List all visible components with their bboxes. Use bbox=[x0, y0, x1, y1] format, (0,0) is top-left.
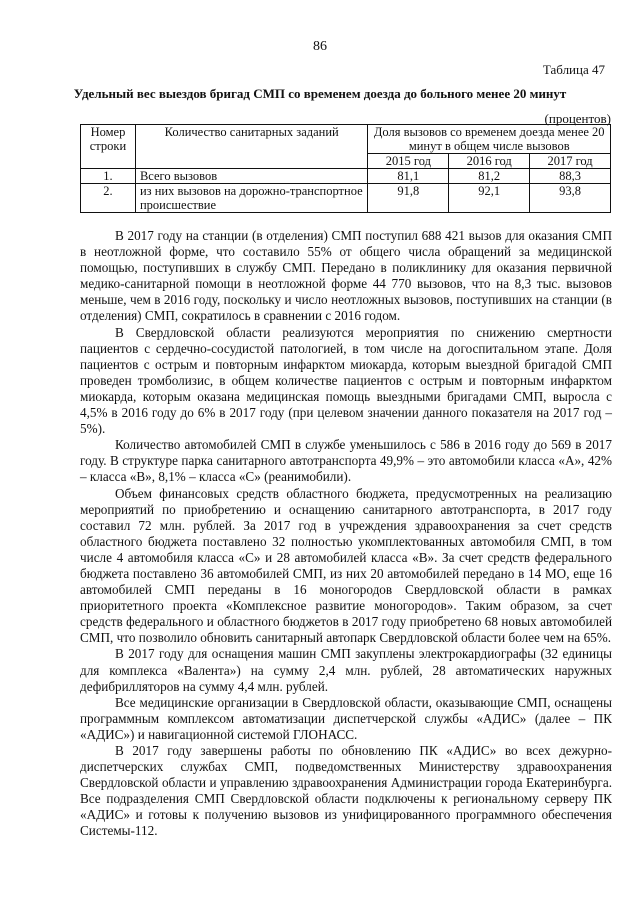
cell-value: 81,1 bbox=[368, 169, 449, 184]
cell-value: 92,1 bbox=[449, 184, 530, 213]
cell-value: 91,8 bbox=[368, 184, 449, 213]
cell-value: 81,2 bbox=[449, 169, 530, 184]
table-header-row bbox=[81, 125, 611, 154]
body-text bbox=[80, 228, 612, 840]
paragraph: Все медицинские организации в Свердловской области, оказывающие СМП, оснащены программным комплексом автоматизации диспетчерской службы «АДИС» (далее – ПК «АДИС») и навигационной системой ГЛОНАСС. bbox=[80, 694, 612, 742]
table-row bbox=[81, 169, 611, 184]
row-label: Всего вызовов bbox=[135, 169, 368, 184]
cell-value: 93,8 bbox=[530, 184, 611, 213]
row-number: 1. bbox=[81, 169, 136, 184]
paragraph: В 2017 году на станции (в отделения) СМП поступил 688 421 вызов для оказания СМП в неотложной форме, что составило 55% от общего числа обращений за медицинской помощью, поступивших в службу СМП. Передано в поликлинику для оказания первичной медико-санитарной помощи в неотложной форме 44 770 вызовов, что на 8,3 тыс. вызовов меньше, чем в 2016 году, поскольку и число неотложных вызовов, поступивших на станции (в отделения) СМП, сократилось в сравнении с 2016 годом. bbox=[80, 228, 612, 324]
page-number: 86 bbox=[313, 39, 327, 54]
table-label: Таблица 47 bbox=[542, 62, 605, 77]
header-year: 2016 год bbox=[449, 154, 530, 169]
row-label: из них вызовов на дорожно-транспортное происшествие bbox=[135, 184, 368, 213]
paragraph: В Свердловской области реализуются мероприятия по снижению смертности пациентов с сердечно-сосудистой патологией, в том числе на догоспитальном этапе. Доля пациентов с острым и повторным инфарктом миокарда, которым выездной бригадой СМП проведен тромболизис, в общем количестве пациентов с острым и повторным инфарктом миокарда, которым оказана медицинская помощь выездными бригадами СМП, выросла с 4,5% в 2016 году до 6% в 2017 году (при целевом значении данного показателя на 2017 год – 5%). bbox=[80, 324, 612, 437]
paragraph: В 2017 году для оснащения машин СМП закуплены электрокардиографы (32 единицы для комплекса «Валента») на сумму 2,4 млн. рублей, 28 автоматических наружных дефибрилляторов на сумму 4,4 млн. рублей. bbox=[80, 646, 612, 694]
table-row bbox=[81, 184, 611, 213]
header-share: Доля вызовов со временем доезда менее 20 минут в общем числе вызовов bbox=[368, 125, 611, 154]
table-units: (процентов) bbox=[544, 111, 611, 126]
header-year: 2015 год bbox=[368, 154, 449, 169]
paragraph: В 2017 году завершены работы по обновлению ПК «АДИС» во всех дежурно-диспетчерских службах СМП, подведомственных Министерству здравоохранения Свердловской области и управлению здравоохранения Администрации города Екатеринбурга. Все подразделения СМП Свердловской области подключены к региональному серверу ПК «АДИС» и готовы к получению вызовов из унифицированного программного обеспечения Системы-112. bbox=[80, 743, 612, 839]
paragraph: Объем финансовых средств областного бюджета, предусмотренных на реализацию мероприятий по приобретению и оснащению санитарного автотранспорта, в 2017 году составил 72 млн. рублей. За 2017 год в учреждения здравоохранения за счет средств областного бюджета поставлено 32 полностью укомплектованных автомобиля СМП, в том числе 4 автомобиля класса «С» и 28 автомобилей класса «В». За счет средств федерального бюджета поставлено 36 автомобилей СМП, из них 20 автомобилей передано в 14 МО, еще 16 автомобилей СМП переданы в 16 моногородов Свердловской области в рамках приоритетного проекта «Комплексное развитие моногородов». Таким образом, за счет средств федерального и областного бюджетов в 2017 году приобретено 68 новых автомобилей СМП, что позволило обновить санитарный автопарк Свердловской области более чем на 65%. bbox=[80, 485, 612, 646]
header-year: 2017 год bbox=[530, 154, 611, 169]
cell-value: 88,3 bbox=[530, 169, 611, 184]
data-table bbox=[80, 124, 611, 213]
header-tasks: Количество санитарных заданий bbox=[135, 125, 368, 169]
header-row-number: Номер строки bbox=[81, 125, 136, 169]
paragraph: Количество автомобилей СМП в службе уменьшилось с 586 в 2016 году до 569 в 2017 году. В структуре парка санитарного автотранспорта 49,9% – это автомобили класса «А», 42% – класса «В», 8,1% – класса «С» (реанимобили). bbox=[80, 437, 612, 485]
row-number: 2. bbox=[81, 184, 136, 213]
table-title: Удельный вес выездов бригад СМП со временем доезда до больного менее 20 минут bbox=[73, 86, 567, 101]
